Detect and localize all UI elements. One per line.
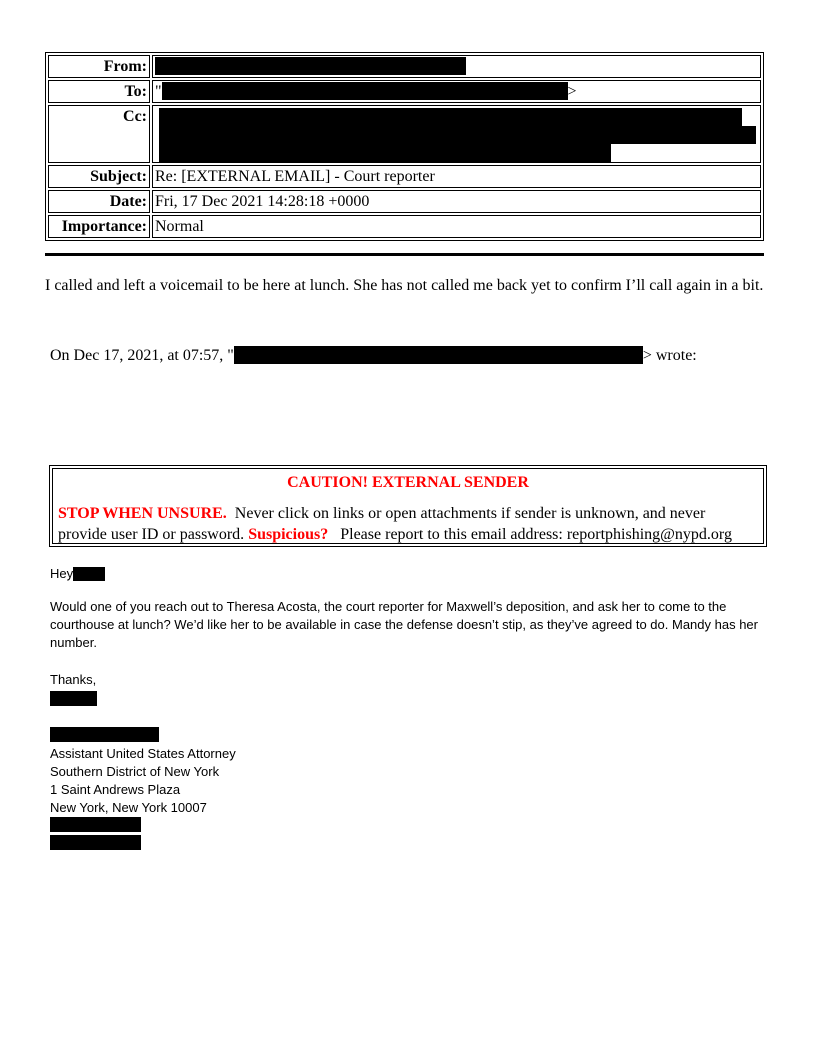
from-value <box>152 55 761 78</box>
cc-label: Cc: <box>48 105 150 163</box>
date-value: Fri, 17 Dec 2021 14:28:18 +0000 <box>152 190 761 213</box>
importance-label: Importance: <box>48 215 150 238</box>
signature-title: Assistant United States Attorney <box>50 746 236 761</box>
redaction-bar <box>159 144 611 162</box>
redaction-bar <box>155 57 466 75</box>
redaction-bar <box>162 82 568 100</box>
redaction-bar <box>234 346 643 364</box>
caution-suspicious: Suspicious? <box>248 526 329 543</box>
message-closing <box>50 671 97 707</box>
caution-text-2: Please report to this email address: reportphishing@nypd.org <box>328 526 732 543</box>
header-divider <box>45 253 764 256</box>
to-value <box>152 80 761 103</box>
redaction-bar <box>50 691 97 706</box>
redaction-bar <box>50 817 141 832</box>
subject-label: Subject: <box>48 165 150 188</box>
caution-text <box>58 503 758 545</box>
redaction-bar <box>73 567 105 581</box>
to-open-quote: " <box>155 83 162 100</box>
message-greeting <box>50 565 105 583</box>
redaction-bar <box>50 727 159 742</box>
redaction-bar <box>159 108 742 126</box>
signature-block <box>50 727 236 853</box>
from-row <box>48 55 761 78</box>
caution-text-1: Never click on links or open attachments if sender is unknown, and never provide user ID or password. <box>58 505 710 543</box>
caution-banner-inner <box>52 468 764 544</box>
caution-title: CAUTION! EXTERNAL SENDER <box>287 474 529 491</box>
greeting-text: Hey <box>50 566 74 581</box>
cc-value <box>152 105 761 163</box>
reply-text: I called and left a voicemail to be here at lunch. She has not called me back yet to confirm I’ll call again in a bit. <box>45 277 764 294</box>
quoted-intro-prefix: On Dec 17, 2021, at 07:57, " <box>50 347 234 364</box>
cc-row <box>48 105 761 163</box>
importance-row <box>48 215 761 238</box>
signature-address-1: 1 Saint Andrews Plaza <box>50 782 181 797</box>
redaction-bar <box>50 835 141 850</box>
to-close: > <box>567 83 577 100</box>
to-label: To: <box>48 80 150 103</box>
importance-value: Normal <box>152 215 761 238</box>
email-header-table <box>45 52 764 241</box>
quoted-intro-suffix: > wrote: <box>642 347 697 364</box>
from-label: From: <box>48 55 150 78</box>
signature-office: Southern District of New York <box>50 764 220 779</box>
quoted-intro <box>50 346 697 366</box>
redaction-bar <box>159 126 756 144</box>
signature-address-2: New York, New York 10007 <box>50 800 207 815</box>
subject-row <box>48 165 761 188</box>
subject-value: Re: [EXTERNAL EMAIL] - Court reporter <box>152 165 761 188</box>
message-body: Would one of you reach out to Theresa Acosta, the court reporter for Maxwell’s deposition, and ask her to come to the courthouse at lunch? We’d like her to be available in case the defense doesn’t stip, as they’ve agreed to do. Mandy has her number. <box>50 599 758 650</box>
caution-banner <box>49 465 767 547</box>
caution-stop: STOP WHEN UNSURE. <box>58 505 227 522</box>
date-label: Date: <box>48 190 150 213</box>
closing-text: Thanks, <box>50 672 97 687</box>
to-row <box>48 80 761 103</box>
date-row <box>48 190 761 213</box>
